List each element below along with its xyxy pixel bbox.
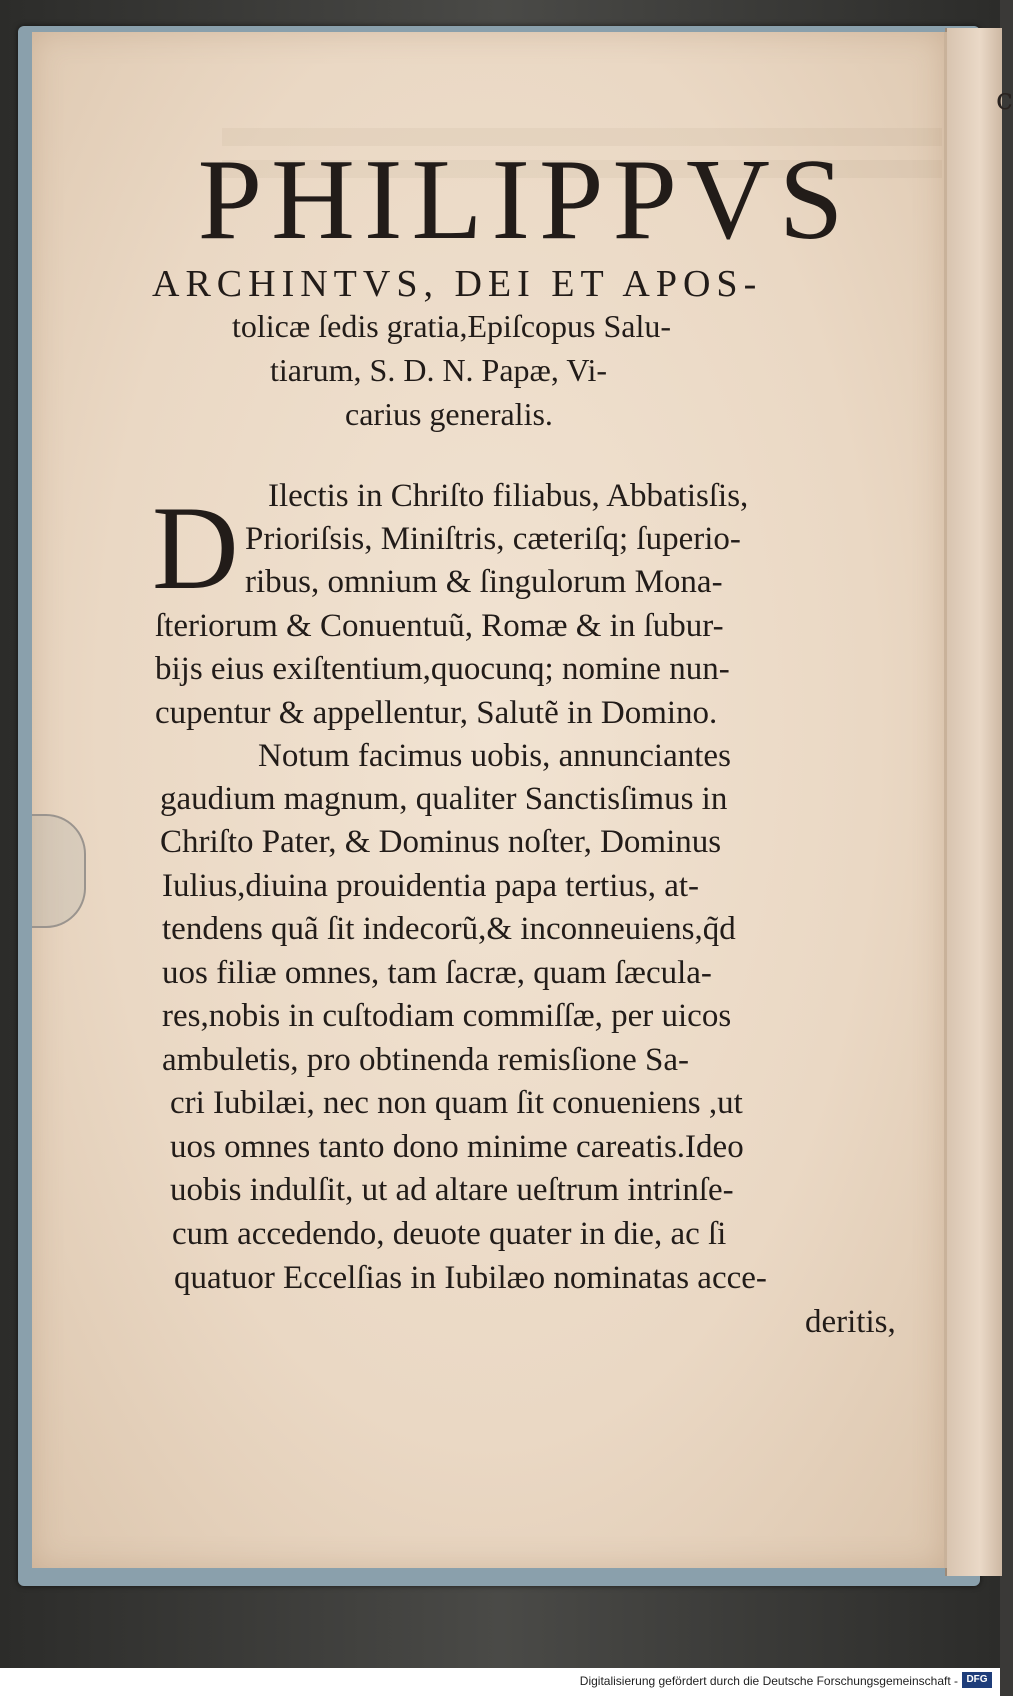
body-line: uos filiæ omnes, tam ſacræ, quam ſæcula- [162,955,712,991]
page-clip-mark [32,814,86,928]
body-line: tendens quã ſit indecorũ,& inconneuiens,q̃d [162,911,736,947]
heading-line-3: tiarum, S. D. N. Papæ, Vi- [270,352,608,388]
body-line: quatuor Eccelſias in Iubilæo nominatas acce- [174,1260,767,1296]
body-line: bijs eius exiſtentium,quocunq; nomine nun- [155,651,730,687]
catchword: deritis, [805,1304,896,1340]
body-line: Notum facimus uobis, annunciantes [258,738,731,774]
body-line: Ilectis in Chriſto filiabus, Abbatisſis, [268,478,749,514]
page-title: PHILIPPVS [197,136,853,264]
next-page-fragment: c [996,82,1013,117]
body-line: ſteriorum & Conuentuũ, Romæ & in ſubur- [155,608,724,644]
heading-line-4: carius generalis. [345,396,553,432]
body-line: gaudium magnum, qualiter Sanctisſimus in [160,781,728,817]
body-line: uos omnes tanto dono minime careatis.Ideo [170,1129,744,1165]
digitization-credit: Digitalisierung gefördert durch die Deutsche Forschungsgemeinschaft - [579,1674,958,1688]
dfg-logo: DFG [962,1672,992,1688]
body-line: Iulius,diuina prouidentia papa tertius, at- [162,868,700,904]
body-line: uobis indulſit, ut ad altare ueſtrum intrinſe- [170,1172,734,1208]
body-line: cupentur & appellentur, Salutẽ in Domino. [155,695,718,731]
body-line: res,nobis in cuſtodiam commiſſæ, per uicos [162,998,732,1034]
body-line: cri Iubilæi, nec non quam ſit conueniens ,ut [170,1085,743,1121]
body-line: cum accedendo, deuote quater in die, ac ſi [172,1216,727,1252]
body-line: ribus, omnium & ſingulorum Mona- [245,564,723,600]
body-line: ambuletis, pro obtinenda remisſione Sa- [162,1042,689,1078]
next-page-edge [945,28,1002,1576]
body-line: Prioriſsis, Miniſtris, cæteriſq; ſuperio- [245,521,741,557]
heading-line-1: ARCHINTVS, DEI ET APOS- [152,263,763,305]
drop-cap: D [152,481,239,614]
heading-line-2: tolicæ ſedis gratia,Epiſcopus Salu- [232,308,672,344]
body-line: Chriſto Pater, & Dominus noſter, Dominus [160,824,722,860]
